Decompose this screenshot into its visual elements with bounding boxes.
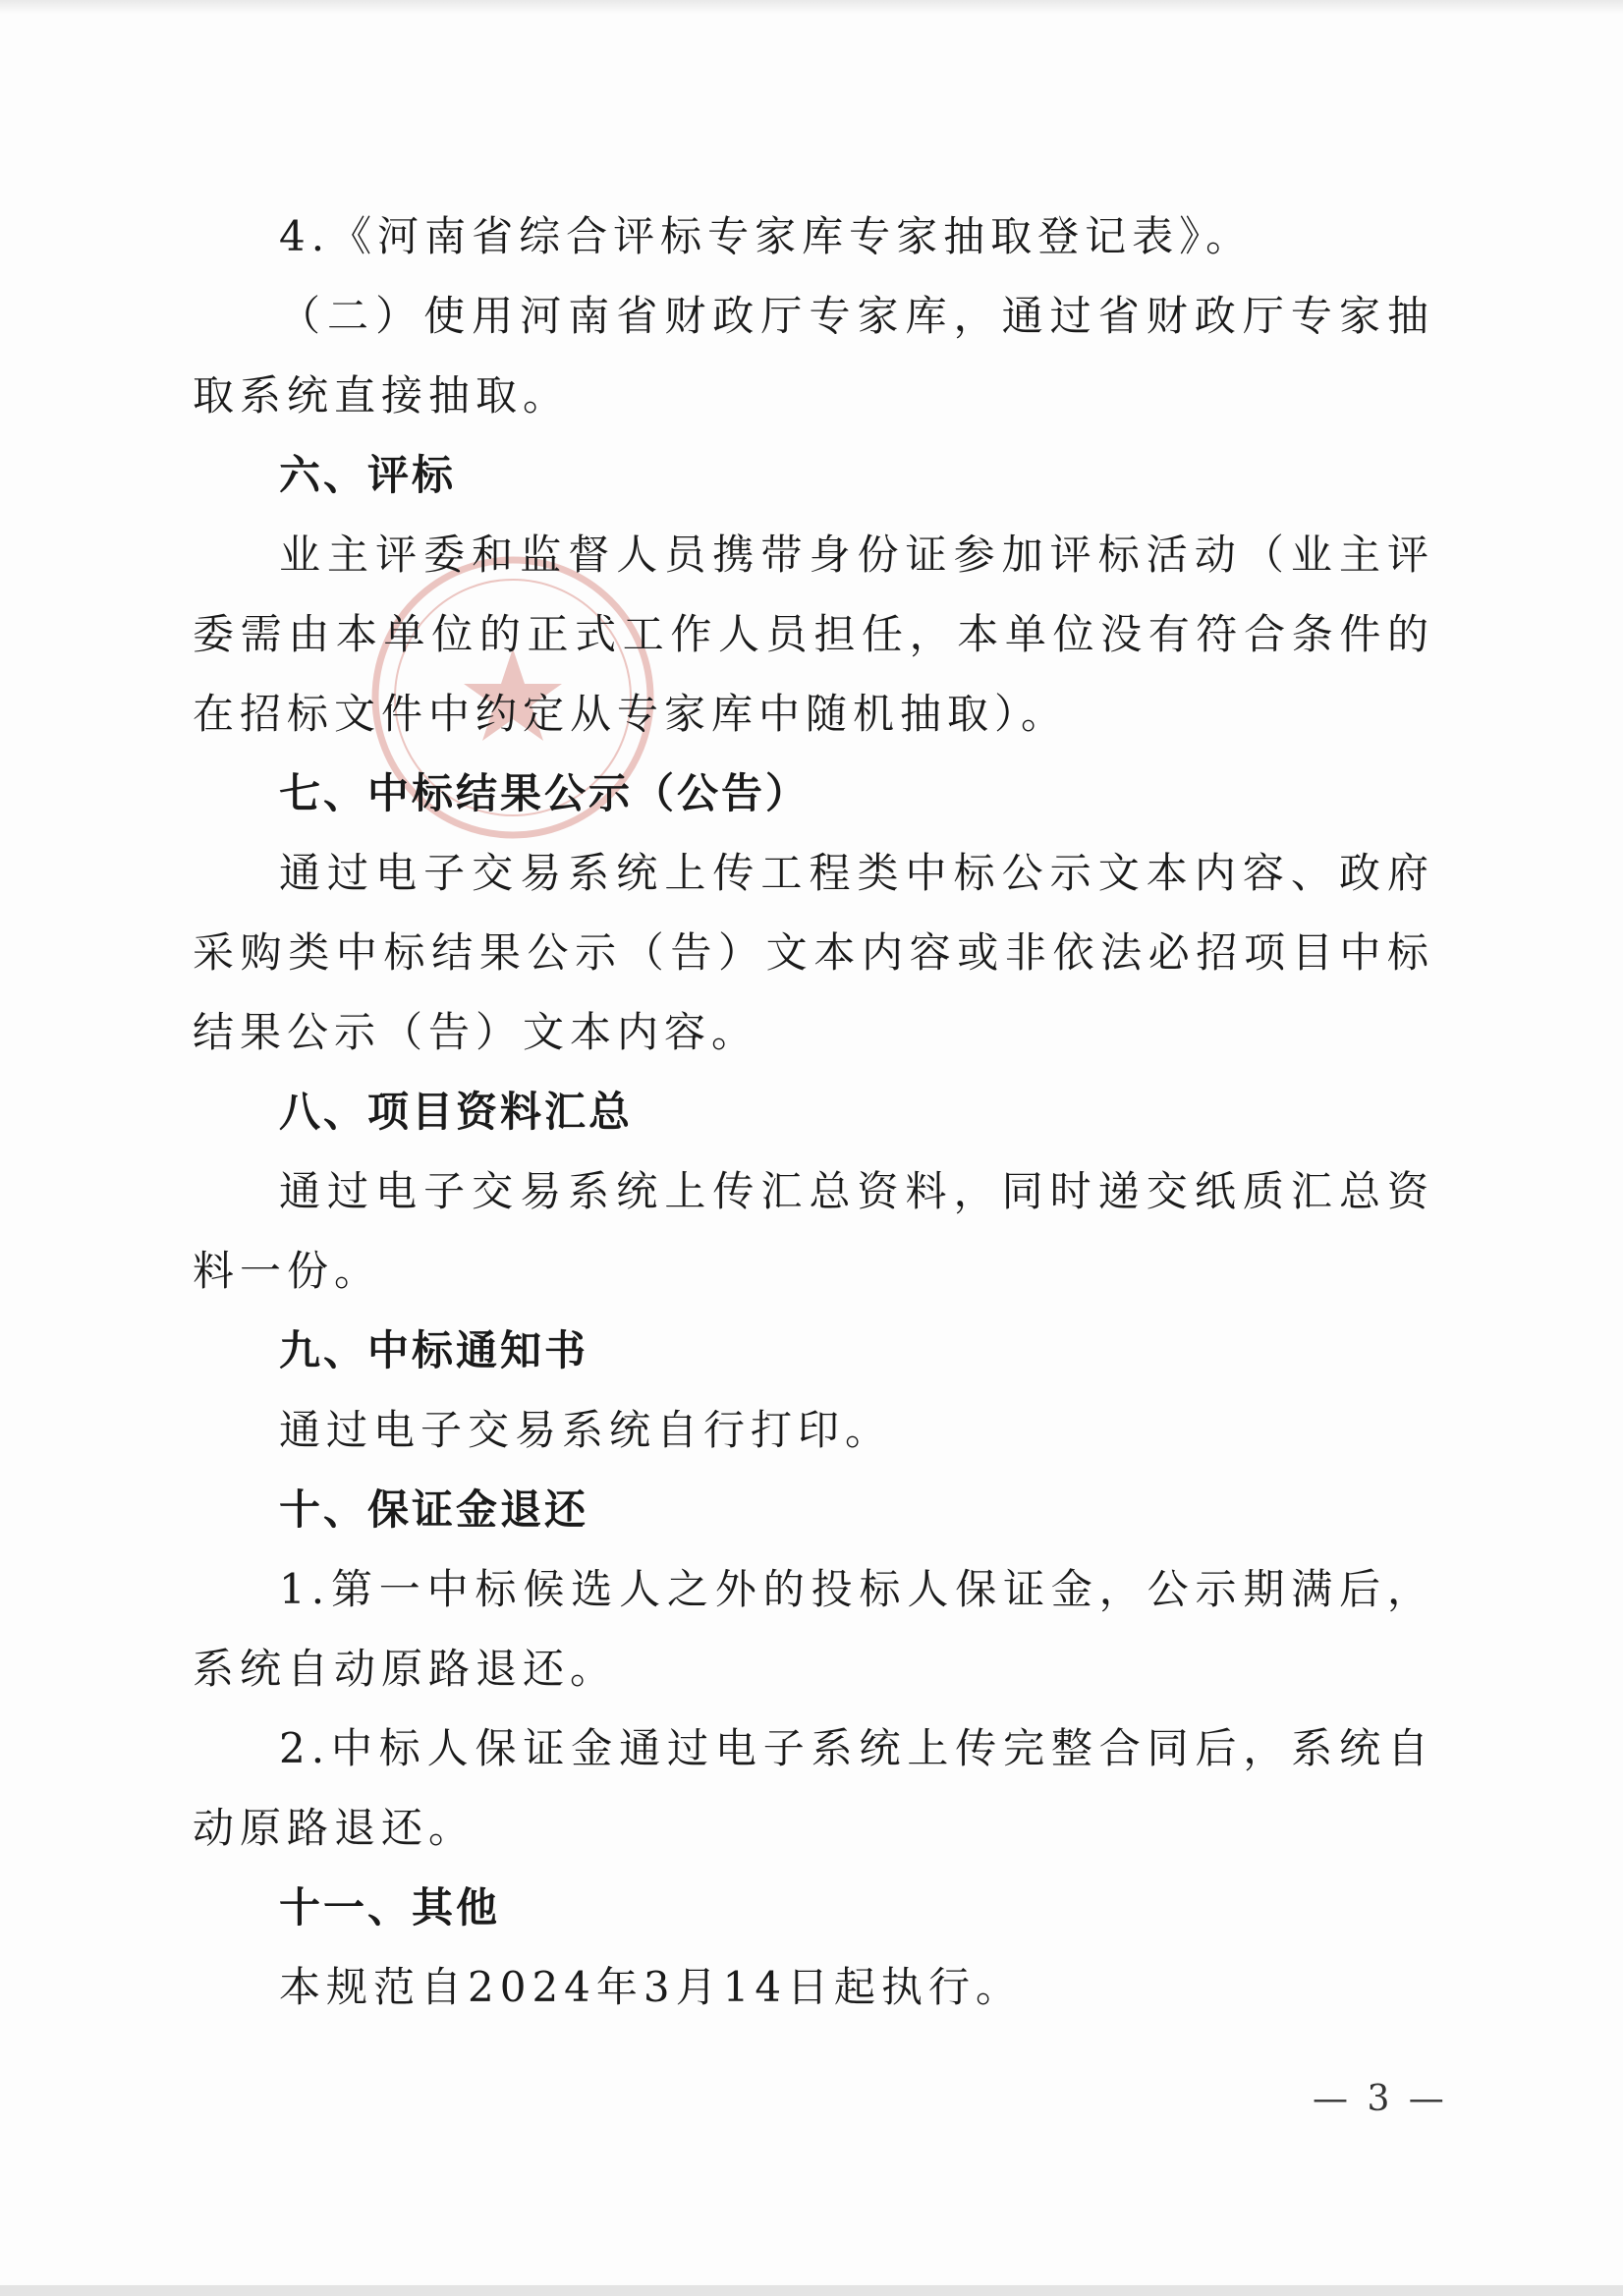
section-heading: 八、项目资料汇总 xyxy=(279,1088,634,1136)
list-item: 2.中标人保证金通过电子系统上传完整合同后，系统自动原路退还。 xyxy=(193,1724,1434,1852)
list-item: 4.《河南省综合评标专家库专家抽取登记表》。 xyxy=(279,212,1254,260)
paragraph: （二）使用河南省财政厅专家库，通过省财政厅专家抽取系统直接抽取。 xyxy=(193,292,1434,420)
scan-edge-bottom xyxy=(0,2285,1623,2296)
page-number: — 3 — xyxy=(1313,2079,1448,2119)
paragraph: 本规范自2024年3月14日起执行。 xyxy=(279,1963,1024,2011)
paragraph: 通过电子交易系统上传汇总资料，同时递交纸质汇总资料一份。 xyxy=(193,1167,1434,1295)
paragraph: 业主评委和监督人员携带身份证参加评标活动（业主评委需由本单位的正式工作人员担任，本单位没有符合条件的在招标文件中约定从专家库中随机抽取）。 xyxy=(193,531,1434,738)
list-item: 1.第一中标候选人之外的投标人保证金，公示期满后，系统自动原路退还。 xyxy=(193,1565,1434,1693)
scan-edge-top xyxy=(0,0,1623,14)
section-heading: 九、中标通知书 xyxy=(279,1326,589,1374)
section-heading: 十一、其他 xyxy=(279,1883,501,1932)
section-heading: 六、评标 xyxy=(279,451,457,499)
document-body xyxy=(193,196,1434,2027)
paragraph: 通过电子交易系统自行打印。 xyxy=(279,1406,893,1454)
paragraph: 通过电子交易系统上传工程类中标公示文本内容、政府采购类中标结果公示（告）文本内容或非依法必招项目中标结果公示（告）文本内容。 xyxy=(193,849,1434,1056)
section-heading: 七、中标结果公示（公告） xyxy=(279,769,811,817)
section-heading: 十、保证金退还 xyxy=(279,1485,589,1534)
